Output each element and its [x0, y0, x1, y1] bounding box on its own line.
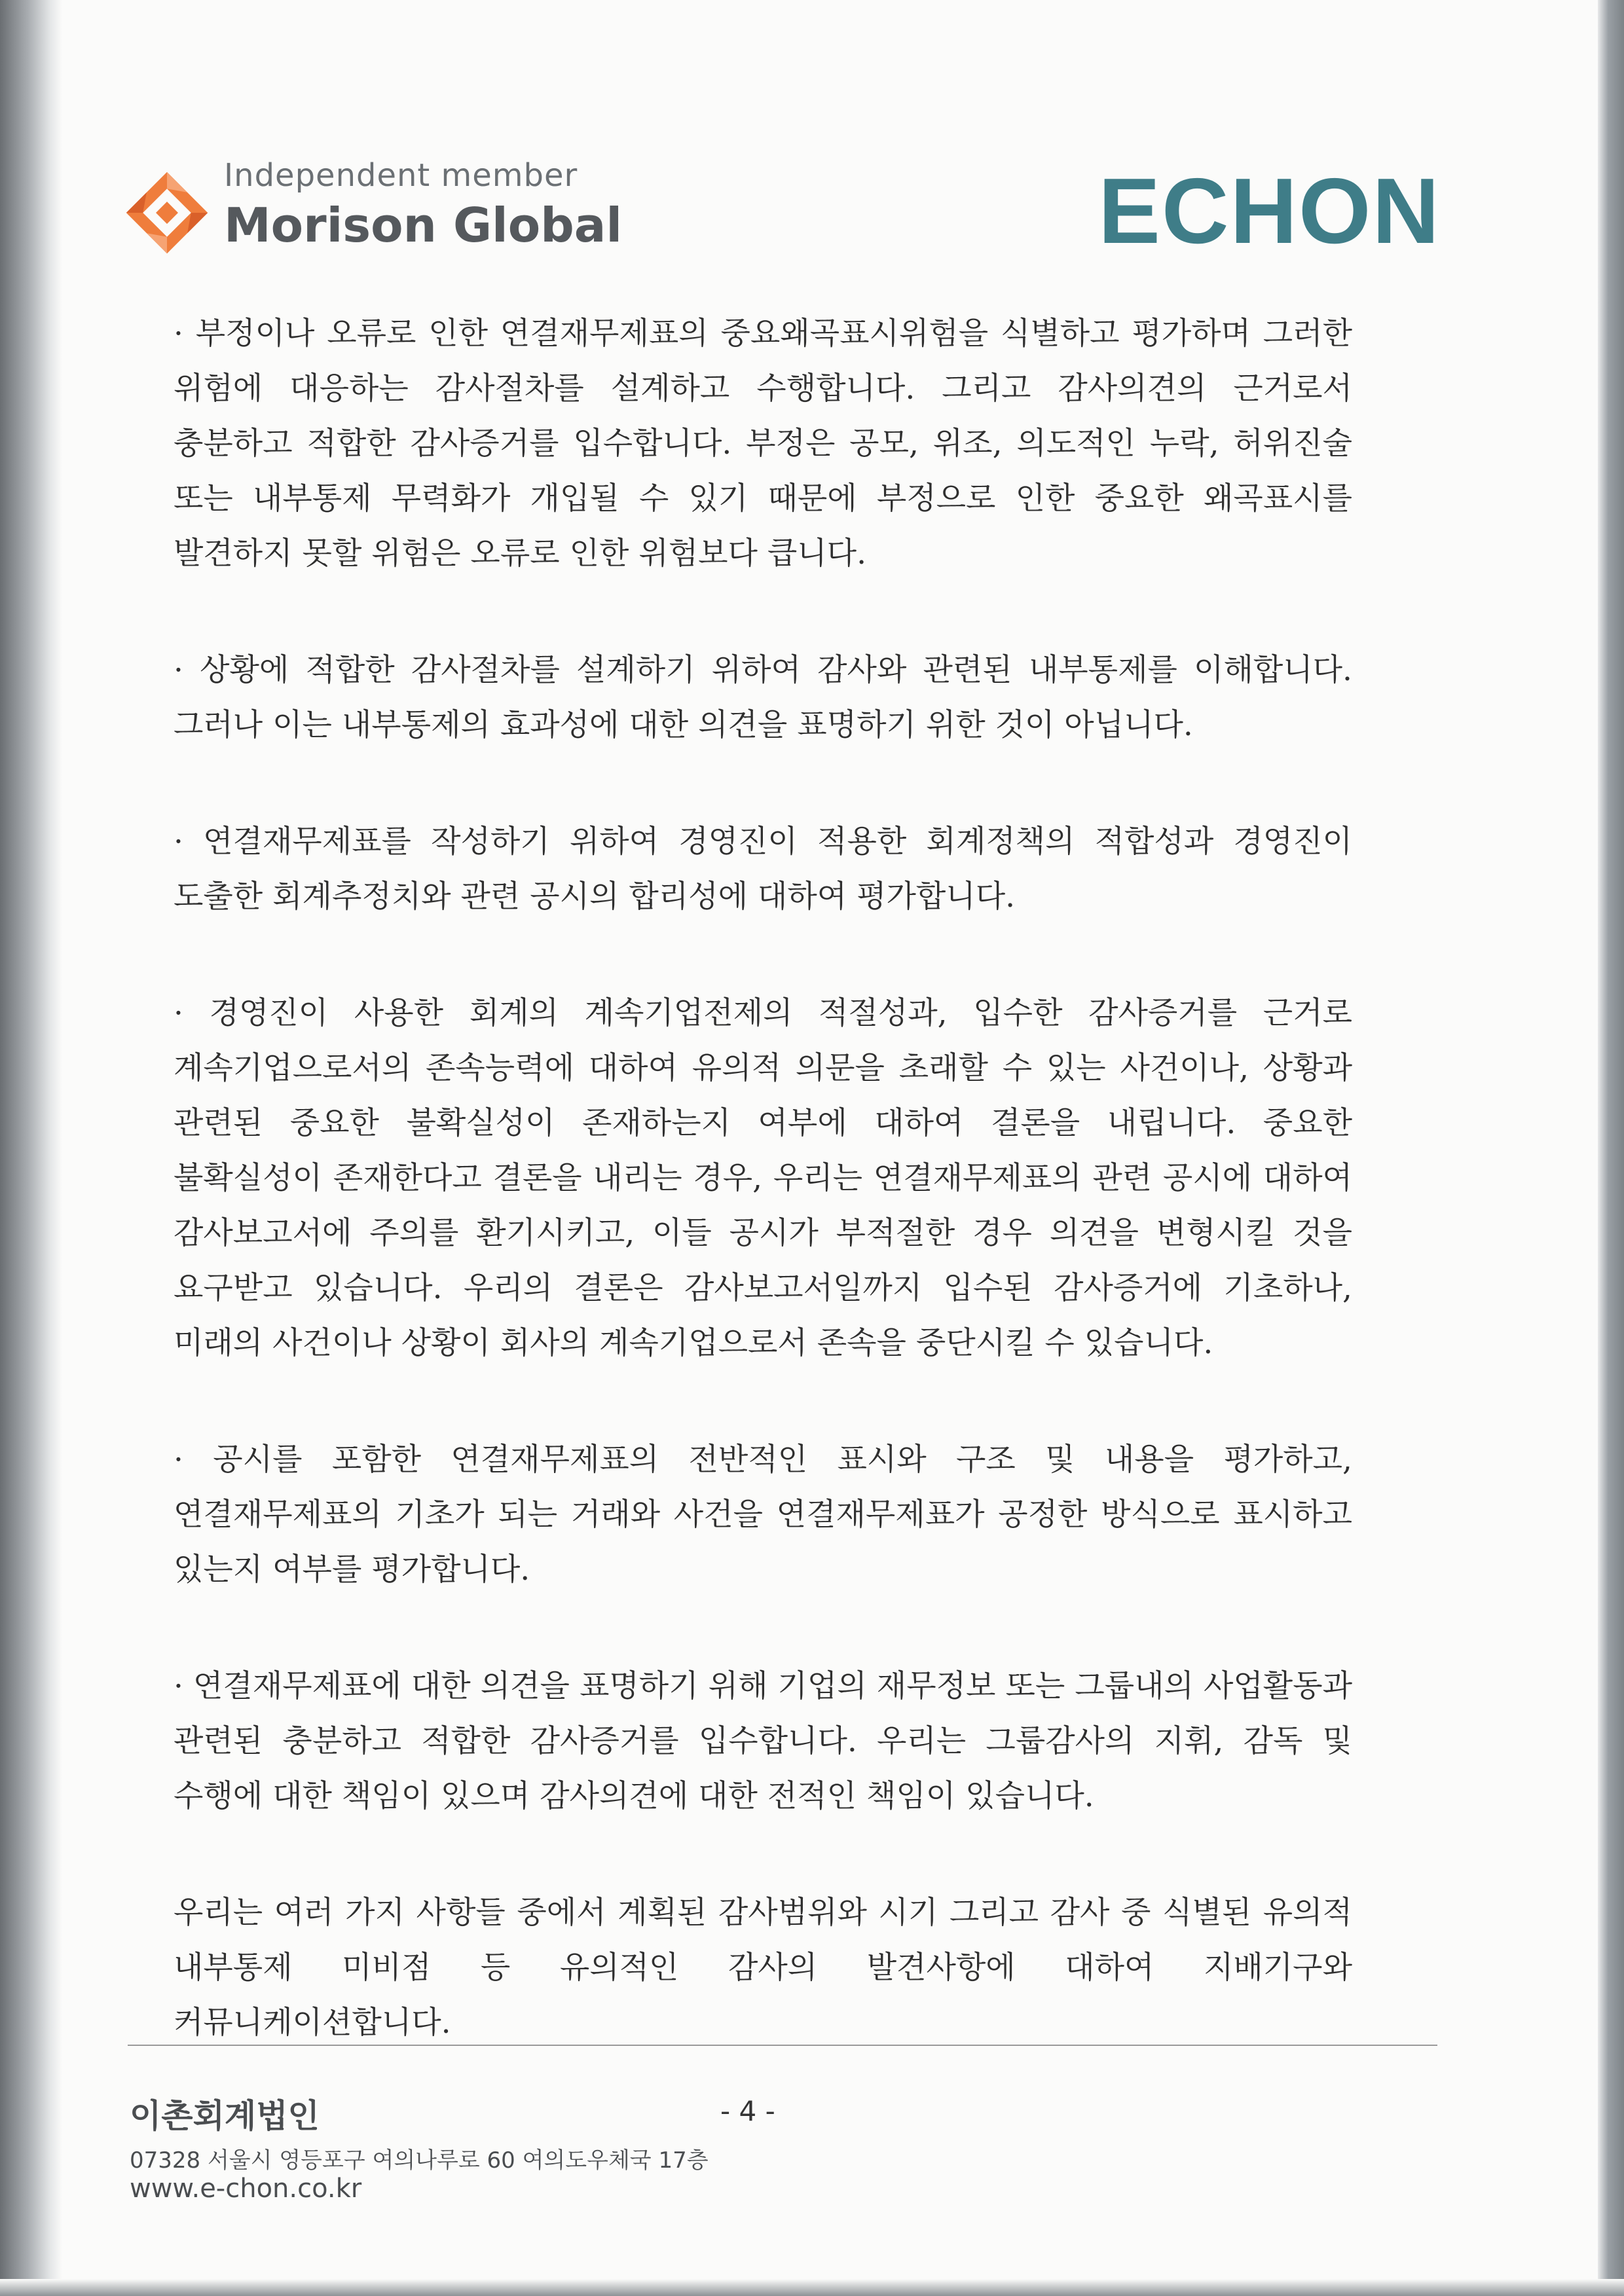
footer-divider: [128, 2045, 1437, 2046]
scan-shadow-right: [1598, 0, 1624, 2296]
footer-firm-name: 이촌회계법인: [130, 2097, 320, 2135]
footer-address: 07328 서울시 영등포구 여의나루로 60 여의도우체국 17층: [130, 2147, 709, 2174]
paragraph-accounting-policy: · 연결재무제표를 작성하기 위하여 경영진이 적용한 회계정책의 적합성과 경영진이 도출한 회계추정치와 관련 공시의 합리성에 대하여 평가합니다.: [174, 824, 1352, 915]
paragraph-fraud-risk: · 부정이나 오류로 인한 연결재무제표의 중요왜곡표시위험을 식별하고 평가하며 그러한 위험에 대응하는 감사절차를 설계하고 수행합니다. 그리고 감사의견의 근거로서 충분하고 적합한 감사증거를 입수합니다. 부정은 공모, 위조, 의도적인 누락, 허위진술 또는 내부통제 무력화가 개입될 수 있기 때문에 부정으로 인한 중요한 왜곡표시를 발견하지 못할 위험은 오류로 인한 위험보다 큽니다.: [174, 316, 1352, 572]
paragraph-going-concern: · 경영진이 사용한 회계의 계속기업전제의 적절성과, 입수한 감사증거를 근거로 계속기업으로서의 존속능력에 대하여 유의적 의문을 초래할 수 있는 사건이나, 상황과 관련된 중요한 불확실성이 존재하는지 여부에 대하여 결론을 내립니다. 중요한 불확실성이 존재한다고 결론을 내리는 경우, 우리는 연결재무제표의 관련 공시에 대하여 감사보고서에 주의를 환기시키고, 이들 공시가 부적절한 경우 의견을 변형시킬 것을 요구받고 있습니다. 우리의 결론은 감사보고서일까지 입수된 감사증거에 기초하나, 미래의 사건이나 상황이 회사의 계속기업으로서 존속을 중단시킬 수 있습니다.: [174, 995, 1352, 1361]
paragraph-presentation: · 공시를 포함한 연결재무제표의 전반적인 표시와 구조 및 내용을 평가하고, 연결재무제표의 기초가 되는 거래와 사건을 연결재무제표가 공정한 방식으로 표시하고 있는지 여부를 평가합니다.: [174, 1442, 1352, 1588]
scan-shadow-bottom: [0, 2279, 1624, 2296]
paragraph-group-audit: · 연결재무제표에 대한 의견을 표명하기 위해 기업의 재무정보 또는 그룹내의 사업활동과 관련된 충분하고 적합한 감사증거를 입수합니다. 우리는 그룹감사의 지휘, 감독 및 수행에 대한 책임이 있으며 감사의견에 대한 전적인 책임이 있습니다.: [174, 1668, 1352, 1814]
logo-company-name: Morison Global: [224, 198, 622, 253]
footer-website: www.e-chon.co.kr: [130, 2174, 362, 2204]
document-body: [174, 306, 1352, 2112]
paragraph-communication: 우리는 여러 가지 사항들 중에서 계획된 감사범위와 시기 그리고 감사 중 식별된 유의적 내부통제 미비점 등 유의적인 감사의 발견사항에 대하여 지배기구와 커뮤니케이션합니다.: [174, 1895, 1352, 2041]
logo-tagline: Independent member: [224, 157, 578, 194]
page-number: - 4 -: [720, 2095, 775, 2127]
morison-logo-mark-icon: [124, 170, 210, 255]
paragraph-internal-control: · 상황에 적합한 감사절차를 설계하기 위하여 감사와 관련된 내부통제를 이해합니다. 그러나 이는 내부통제의 효과성에 대한 의견을 표명하기 위한 것이 아닙니다.: [174, 652, 1352, 743]
morison-logo: [124, 157, 622, 262]
echon-brand-logo: ECHON: [1098, 159, 1441, 263]
scan-shadow-left: [0, 0, 62, 2296]
